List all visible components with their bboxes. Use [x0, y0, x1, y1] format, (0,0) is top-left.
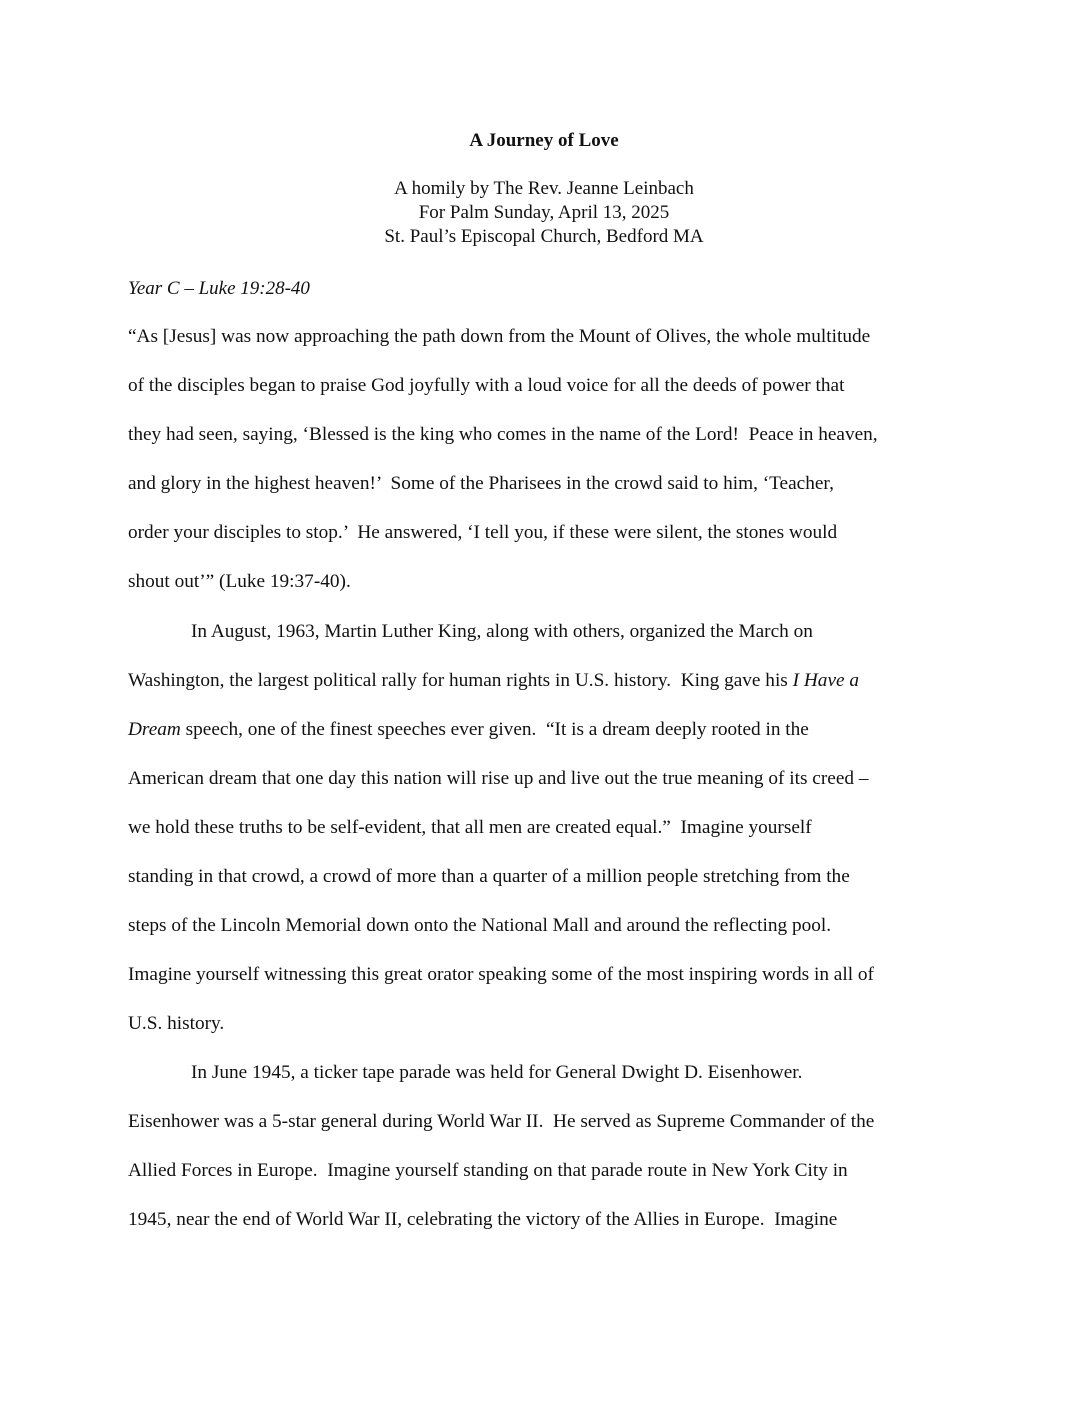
paragraph-2-line: standing in that crowd, a crowd of more than a quarter of a million people stretching from the	[128, 866, 850, 887]
paragraph-2-line: In August, 1963, Martin Luther King, along with others, organized the March on	[191, 621, 813, 642]
homily-title: A Journey of Love	[469, 130, 619, 151]
paragraph-1-line: and glory in the highest heaven!’ Some of the Pharisees in the crowd said to him, ‘Teacher,	[128, 473, 834, 494]
paragraph-2-text: speech, one of the finest speeches ever given. “It is a dream deeply rooted in the	[180, 719, 809, 740]
paragraph-2-line: steps of the Lincoln Memorial down onto the National Mall and around the reflecting pool.	[128, 915, 832, 936]
byline-occasion: For Palm Sunday, April 13, 2025	[418, 202, 670, 223]
paragraph-3-line: Allied Forces in Europe. Imagine yourself standing on that parade route in New York City in	[128, 1160, 848, 1181]
paragraph-2-text: Washington, the largest political rally for human rights in U.S. history. King gave his	[128, 670, 793, 691]
paragraph-3-line: 1945, near the end of World War II, celebrating the victory of the Allies in Europe. Imagine	[128, 1209, 838, 1230]
paragraph-3-line: In June 1945, a ticker tape parade was held for General Dwight D. Eisenhower.	[191, 1062, 803, 1083]
speech-title-italic: I Have a	[792, 670, 860, 691]
paragraph-3-line: Eisenhower was a 5-star general during World War II. He served as Supreme Commander of the	[128, 1111, 875, 1132]
paragraph-1-line: “As [Jesus] was now approaching the path down from the Mount of Olives, the whole multitude	[128, 326, 871, 347]
scripture-reference: Year C – Luke 19:28-40	[128, 278, 310, 299]
paragraph-2-line	[128, 718, 809, 742]
paragraph-2-line	[128, 669, 859, 693]
byline-place: St. Paul’s Episcopal Church, Bedford MA	[384, 226, 704, 247]
byline-author: A homily by The Rev. Jeanne Leinbach	[394, 178, 694, 199]
paragraph-2-line: Imagine yourself witnessing this great orator speaking some of the most inspiring words in all of	[128, 964, 874, 985]
speech-title-italic: Dream	[128, 719, 181, 740]
paragraph-2-line: American dream that one day this nation will rise up and live out the true meaning of its creed –	[128, 768, 869, 789]
paragraph-2-line: U.S. history.	[128, 1013, 225, 1034]
paragraph-1-line: shout out’” (Luke 19:37-40).	[128, 571, 351, 592]
paragraph-1-line: order your disciples to stop.’ He answered, ‘I tell you, if these were silent, the stones would	[128, 522, 838, 543]
paragraph-1-line: of the disciples began to praise God joyfully with a loud voice for all the deeds of power that	[128, 375, 845, 396]
byline	[0, 177, 1088, 249]
paragraph-2-line: we hold these truths to be self-evident, that all men are created equal.” Imagine yourself	[128, 817, 812, 838]
paragraph-1-line: they had seen, saying, ‘Blessed is the king who comes in the name of the Lord! Peace in heaven,	[128, 424, 878, 445]
